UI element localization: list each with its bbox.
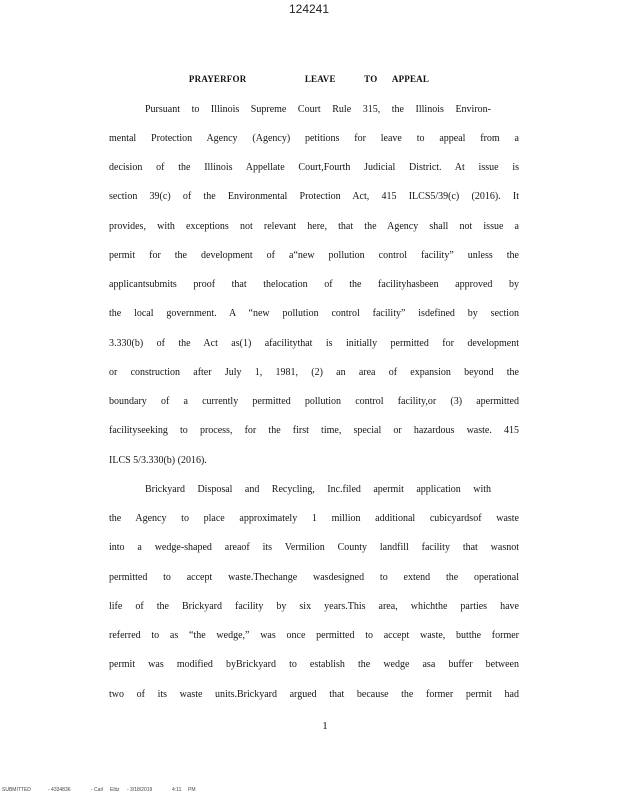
text-line: 3.330(b) of the Act as(1) afacilitythat is initially permitted for development bbox=[109, 338, 519, 349]
footer-text: SUBMITTED bbox=[2, 787, 31, 793]
heading-word: PRAYERFOR bbox=[188, 74, 247, 84]
section-heading bbox=[0, 74, 618, 84]
page-number: 1 bbox=[322, 720, 328, 732]
text-line: referred to as “the wedge,” was once permitted to accept waste, butthe former bbox=[109, 630, 519, 641]
text-line: boundary of a currently permitted pollution control facility,or (3) apermitted bbox=[109, 396, 519, 407]
text-line: permit was modified byBrickyard to establish the wedge asa buffer between bbox=[109, 659, 519, 670]
heading-word: TO bbox=[364, 74, 378, 84]
footer-text: Elitz bbox=[110, 787, 120, 793]
document-number: 124241 bbox=[288, 2, 330, 16]
text-line: life of the Brickyard facility by six years.This area, whichthe parties have bbox=[109, 601, 519, 612]
text-line: applicantsubmits proof that thelocation of the facilityhasbeen approved by bbox=[109, 279, 519, 290]
footer-text: - Carl bbox=[91, 787, 104, 793]
text-line: Brickyard Disposal and Recycling, Inc.filed apermit application with bbox=[145, 484, 491, 495]
text-line: the local government. A “new pollution control facility” isdefined by section bbox=[109, 308, 519, 319]
text-line: provides, with exceptions not relevant here, that the Agency shall not issue a bbox=[109, 221, 519, 232]
text-line: permit for the development of a“new pollution control facility” unless the bbox=[109, 250, 519, 261]
text-line: into a wedge-shaped areaof its Vermilion County landfill facility that wasnot bbox=[109, 542, 519, 553]
heading-word: LEAVE bbox=[304, 74, 336, 84]
text-line: two of its waste units.Brickyard argued that because the former permit had bbox=[109, 689, 519, 700]
footer-text: 4:11 bbox=[172, 787, 182, 793]
text-line: facilityseeking to process, for the first time, special or hazardous waste. 415 bbox=[109, 425, 519, 436]
footer-text: - 3/18/2019 bbox=[127, 787, 153, 793]
text-line: section 39(c) of the Environmental Protection Act, 415 ILCS5/39(c) (2016). It bbox=[109, 191, 519, 202]
text-line: Pursuant to Illinois Supreme Court Rule 315, the Illinois Environ- bbox=[145, 104, 491, 115]
text-line: decision of the Illinois Appellate Court,Fourth Judicial District. At issue is bbox=[109, 162, 519, 173]
text-line: ILCS 5/3.330(b) (2016). bbox=[109, 455, 207, 466]
text-line: or construction after July 1, 1981, (2) an area of expansion beyond the bbox=[109, 367, 519, 378]
footer-text: PM bbox=[188, 787, 196, 793]
heading-word: APPEAL bbox=[391, 74, 430, 84]
filing-stamp bbox=[0, 787, 618, 797]
text-line: the Agency to place approximately 1 million additional cubicyardsof waste bbox=[109, 513, 519, 524]
text-line: permitted to accept waste.Thechange wasdesigned to extend the operational bbox=[109, 572, 519, 583]
text-line: mental Protection Agency (Agency) petitions for leave to appeal from a bbox=[109, 133, 519, 144]
footer-text: - 4334836 bbox=[48, 787, 71, 793]
